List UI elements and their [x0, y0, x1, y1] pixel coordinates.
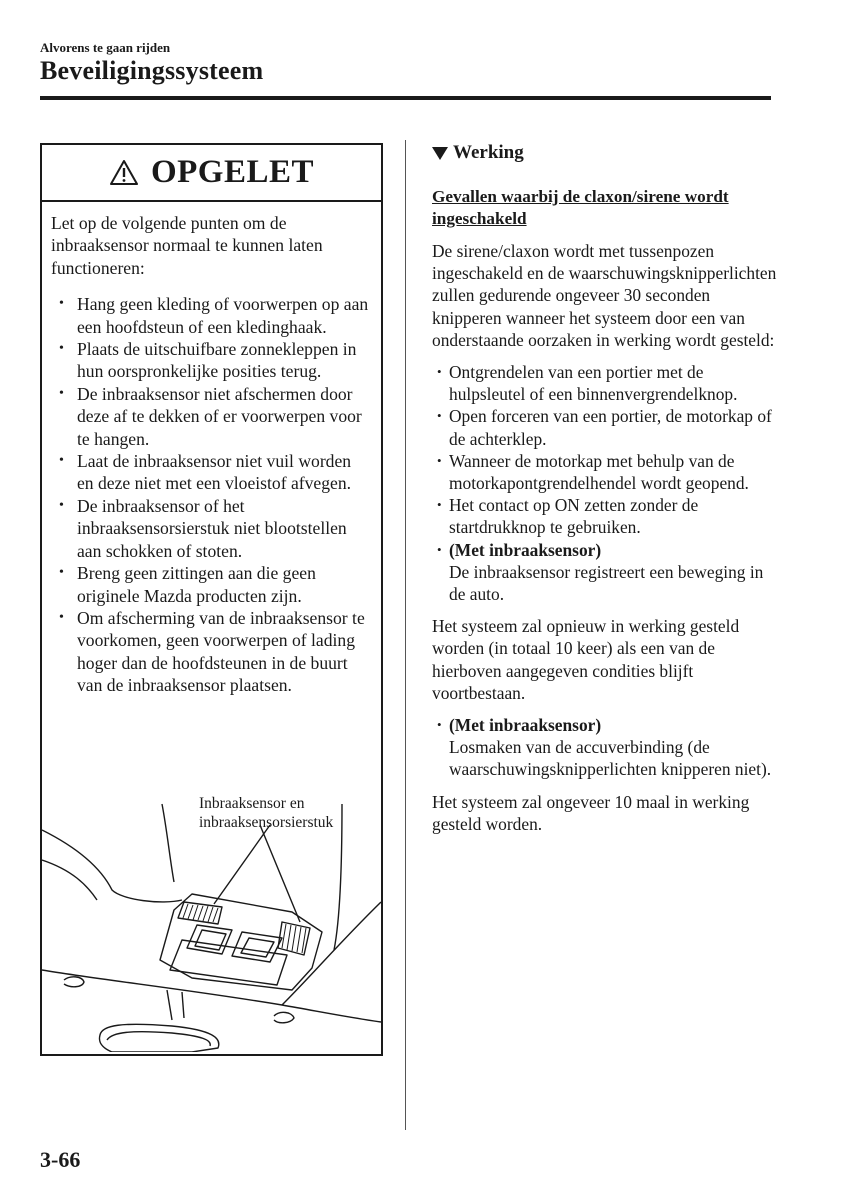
list-item: • Plaats de uitschuifbare zonnekleppen in hun oorspronkelijke posities terug.	[77, 338, 369, 383]
section-heading-text: Werking	[453, 142, 524, 163]
list-item: • Wanneer de motorkap met behulp van de motorkapontgrendelhendel wordt geopend.	[449, 450, 777, 494]
list-item: • Ontgrendelen van een portier met de hulpsleutel of een binnenvergrendelknop.	[449, 361, 777, 405]
illustration-label	[199, 794, 333, 832]
list-item-text: Losmaken van de accuverbinding (de waarschuwingsknipperlichten knipperen niet).	[449, 737, 772, 780]
illustration-label-line: inbraaksensorsierstuk	[199, 814, 334, 831]
section-heading	[432, 142, 777, 164]
subheading: Gevallen waarbij de claxon/sirene wordt ingeschakeld	[432, 187, 729, 228]
cause-list-2	[432, 714, 777, 781]
list-item: • Open forceren van een portier, de motorkap of de achterklep.	[449, 405, 777, 449]
list-item: • Hang geen kleding of voorwerpen op aan een hoofdsteun of een kledinghaak.	[77, 293, 369, 338]
sensor-illustration	[42, 790, 381, 1052]
list-item: • Laat de inbraaksensor niet vuil worden en deze niet met een vloeistof afvegen.	[77, 450, 369, 495]
paragraph: Het systeem zal ongeveer 10 maal in werking gesteld worden.	[432, 791, 750, 834]
cause-list	[432, 361, 777, 605]
warning-triangle-icon	[109, 159, 139, 186]
caution-list	[42, 293, 381, 696]
list-item: • De inbraaksensor niet afschermen door deze af te dekken of er voorwerpen voor te hangen.	[77, 383, 369, 450]
list-item: • Om afscherming van de inbraaksensor te voorkomen, geen voorwerpen of lading hoger dan de hoofdsteunen in de buurt van de inbraaksensor plaatsen.	[77, 607, 369, 697]
column-divider	[405, 140, 406, 1130]
list-item	[449, 714, 777, 781]
list-item-text: De inbraaksensor registreert een beweging in de auto.	[449, 561, 764, 605]
caution-title: OPGELET	[150, 154, 315, 190]
right-column	[432, 142, 777, 835]
paragraph: De sirene/claxon wordt met tussenpozen ingeschakeld en de waarschuwingsknipperlichten zullen gedurende ongeveer 30 seconden knipperen wanneer het systeem door een van onderstaande oorzaken in werking wordt gesteld:	[432, 241, 777, 350]
list-item: • Het contact op ON zetten zonder de startdrukknop te gebruiken.	[449, 494, 777, 538]
paragraph: Het systeem zal opnieuw in werking gesteld worden (in totaal 10 keer) als een van de hierboven aangegeven condities blijft voortbestaan.	[432, 616, 740, 703]
list-item-bold: • (Met inbraaksensor)	[449, 539, 602, 560]
caution-box	[40, 143, 383, 1056]
section-label: Alvorens te gaan rijden	[40, 40, 171, 55]
caution-intro: Let op de volgende punten om de inbraaksensor normaal te kunnen laten functioneren:	[51, 213, 323, 278]
triangle-down-icon	[432, 147, 448, 160]
page-title: Beveiligingssysteem	[40, 56, 264, 85]
list-item-bold: • (Met inbraaksensor)	[449, 715, 602, 736]
list-item: • De inbraaksensor of het inbraaksensorsierstuk niet blootstellen aan schokken of stoten.	[77, 495, 369, 562]
list-item: • Breng geen zittingen aan die geen originele Mazda producten zijn.	[77, 562, 369, 607]
list-item	[449, 539, 777, 606]
caution-header	[42, 145, 381, 202]
illustration-label-line: Inbraaksensor en	[199, 795, 305, 812]
page-number: 3-66	[40, 1147, 81, 1172]
title-rule	[40, 96, 771, 100]
